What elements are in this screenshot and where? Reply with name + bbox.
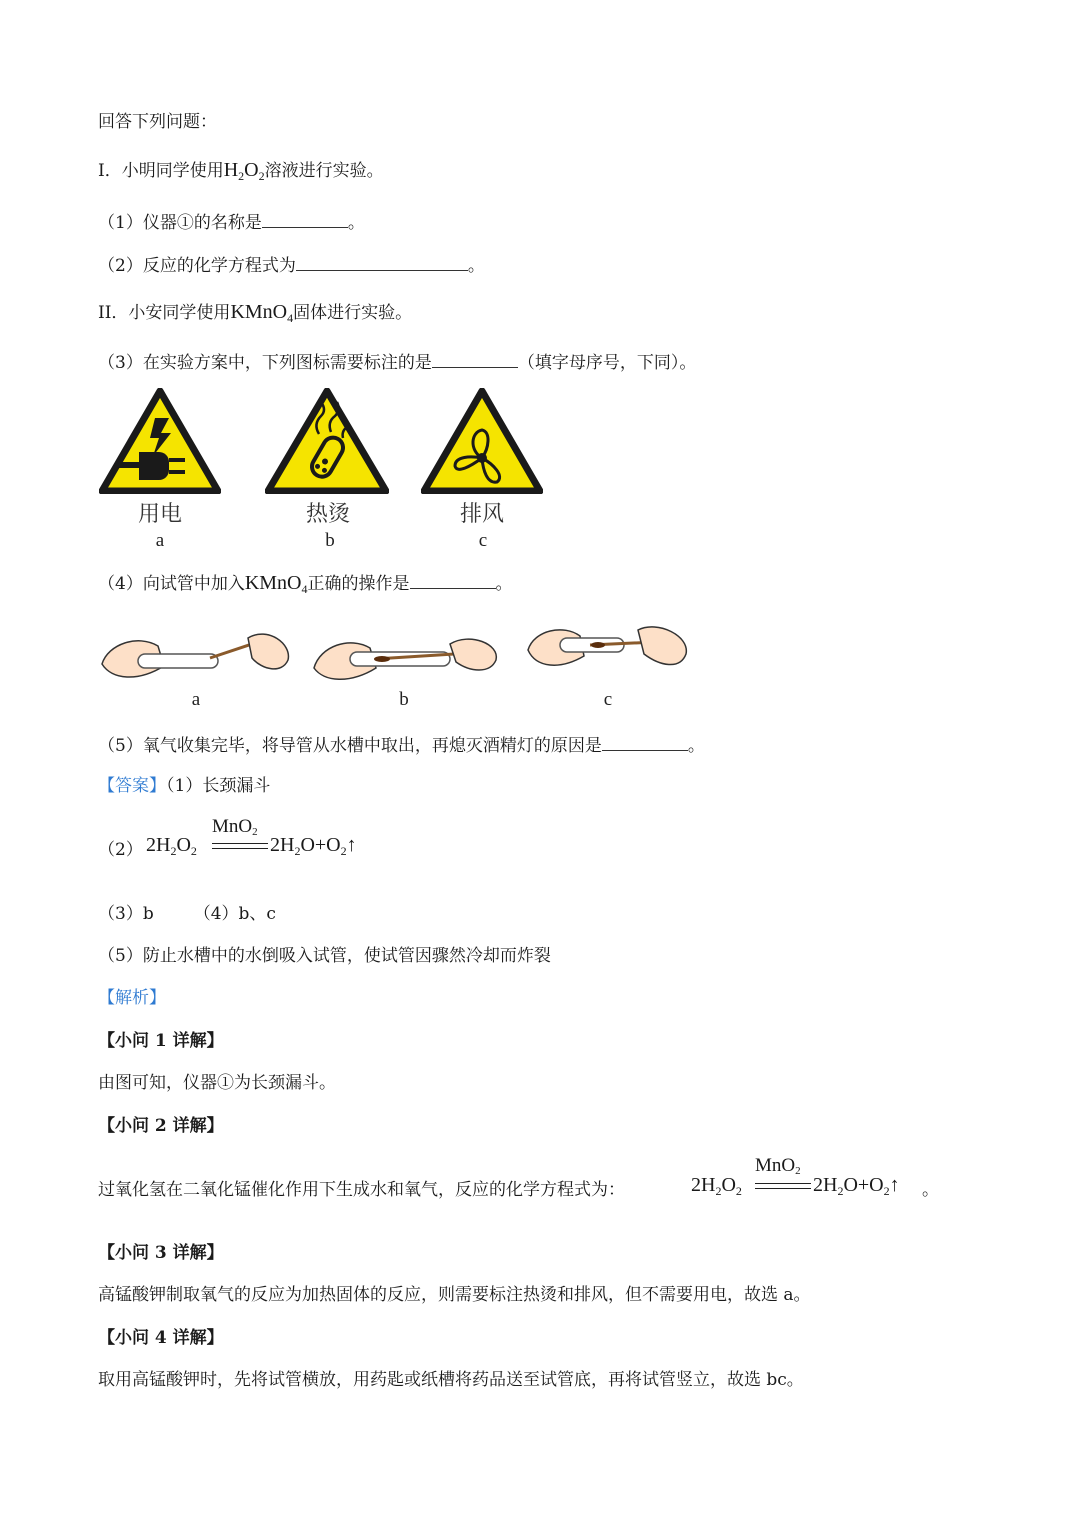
q1-text: （1）仪器①的名称是 (98, 213, 262, 233)
sign-caption-c: 排风 (459, 502, 504, 527)
answer-line-3 (98, 902, 276, 926)
q5-answer-blank (602, 732, 688, 751)
hot-test-tube-icon (265, 388, 389, 494)
analysis-text-1: 由图可知，仪器①为长颈漏斗。 (98, 1073, 336, 1093)
analysis-text-2: 过氧化氢在二氧化锰催化作用下生成水和氧气，反应的化学方程式为： (98, 1180, 625, 1200)
sign-letter-b: b (325, 530, 335, 551)
answer-2-label: （2） (98, 840, 143, 860)
operation-illustration-c (524, 620, 692, 680)
answer-3: （3）b (98, 904, 154, 924)
operation-letter-b: b (399, 689, 409, 710)
part2-prefix: II．小安同学使用 (98, 303, 231, 323)
q2-end: 。 (467, 256, 485, 276)
analysis-heading-4: 【小问 4 详解】 (98, 1328, 224, 1348)
analysis-text-4: 取用高锰酸钾时，先将试管横放，用药匙或纸槽将药品送至试管底，再将试管竖立，故选 bc。 (98, 1370, 804, 1390)
part1-suffix: 溶液进行实验。 (264, 161, 384, 181)
part1-prefix: I．小明同学使用 (98, 161, 224, 181)
answer-equation-right: $2H_2O+O_2↑$ (270, 834, 357, 858)
analysis-heading-3: 【小问 3 详解】 (98, 1243, 224, 1263)
question-2 (98, 252, 485, 278)
sign-letter-c: c (478, 530, 488, 551)
h2o2-formula: $H_2O_2$ (223, 159, 265, 183)
analysis-equation-left: $2H_2O_2$ (691, 1174, 742, 1198)
q4-prefix: （4）向试管中加入 (98, 574, 245, 594)
operation-letter-a: a (191, 689, 201, 710)
sign-caption-a: 用电 (137, 502, 182, 527)
operation-letter-c: c (603, 689, 613, 710)
q1-end: 。 (347, 213, 365, 233)
analysis-text-3: 高锰酸钾制取氧气的反应为加热固体的反应，则需要标注热烫和排风，但不需要用电，故选 a。 (98, 1285, 811, 1305)
operation-illustration-b (310, 622, 506, 688)
q3-answer-blank (432, 349, 518, 368)
question-5 (98, 732, 705, 758)
q2-text: （2）反应的化学方程式为 (98, 256, 296, 276)
kmno4-formula-q4: KMnO$_4$ (244, 572, 308, 596)
answer-4: （4）b、c (193, 904, 276, 924)
electricity-plug-icon (99, 388, 221, 494)
sign-caption-b: 热烫 (305, 502, 350, 527)
q3-text: （3）在实验方案中，下列图标需要标注的是 (98, 353, 432, 373)
analysis-text-2-end: 。 (922, 1180, 939, 1200)
analysis-tag: 【解析】 (98, 988, 166, 1008)
answer-equation-equals (212, 843, 268, 849)
answer-5: （5）防止水槽中的水倒吸入试管，使试管因骤然冷却而炸裂 (98, 946, 551, 966)
kmno4-formula: KMnO$_4$ (230, 301, 294, 325)
q5-text: （5）氧气收集完毕，将导管从水槽中取出，再熄灭酒精灯的原因是 (98, 736, 602, 756)
fan-ventilation-icon (421, 388, 543, 494)
operation-illustration-a (98, 620, 294, 688)
part2-suffix: 固体进行实验。 (293, 303, 413, 323)
answer-equation-left: $2H_2O_2$ (146, 834, 197, 858)
question-1 (98, 209, 365, 235)
analysis-equation-catalyst: MnO$_2$ (755, 1155, 801, 1177)
q2-answer-blank (296, 252, 468, 271)
q1-answer-blank (262, 209, 348, 228)
part1-line (98, 158, 384, 188)
analysis-heading-2: 【小问 2 详解】 (98, 1116, 224, 1136)
q3-end: （填字母序号，下同）。 (517, 353, 697, 373)
analysis-heading-1: 【小问 1 详解】 (98, 1031, 224, 1051)
sign-letter-a: a (155, 530, 165, 551)
part2-line (98, 300, 412, 330)
q4-end: 。 (495, 574, 513, 594)
analysis-equation-right: $2H_2O+O_2↑$ (813, 1174, 900, 1198)
q4-suffix: 正确的操作是 (307, 574, 410, 594)
q4-answer-blank (410, 570, 496, 589)
q5-end: 。 (687, 736, 705, 756)
question-4 (98, 570, 513, 601)
question-3 (98, 349, 696, 375)
answer-line-1 (98, 774, 270, 798)
analysis-equation-equals (755, 1183, 811, 1189)
answer-equation-catalyst: MnO$_2$ (212, 816, 258, 838)
intro-text: 回答下列问题： (98, 112, 217, 132)
answer-1: （1）长颈漏斗 (166, 776, 271, 796)
answer-tag: 【答案】 (98, 776, 166, 796)
